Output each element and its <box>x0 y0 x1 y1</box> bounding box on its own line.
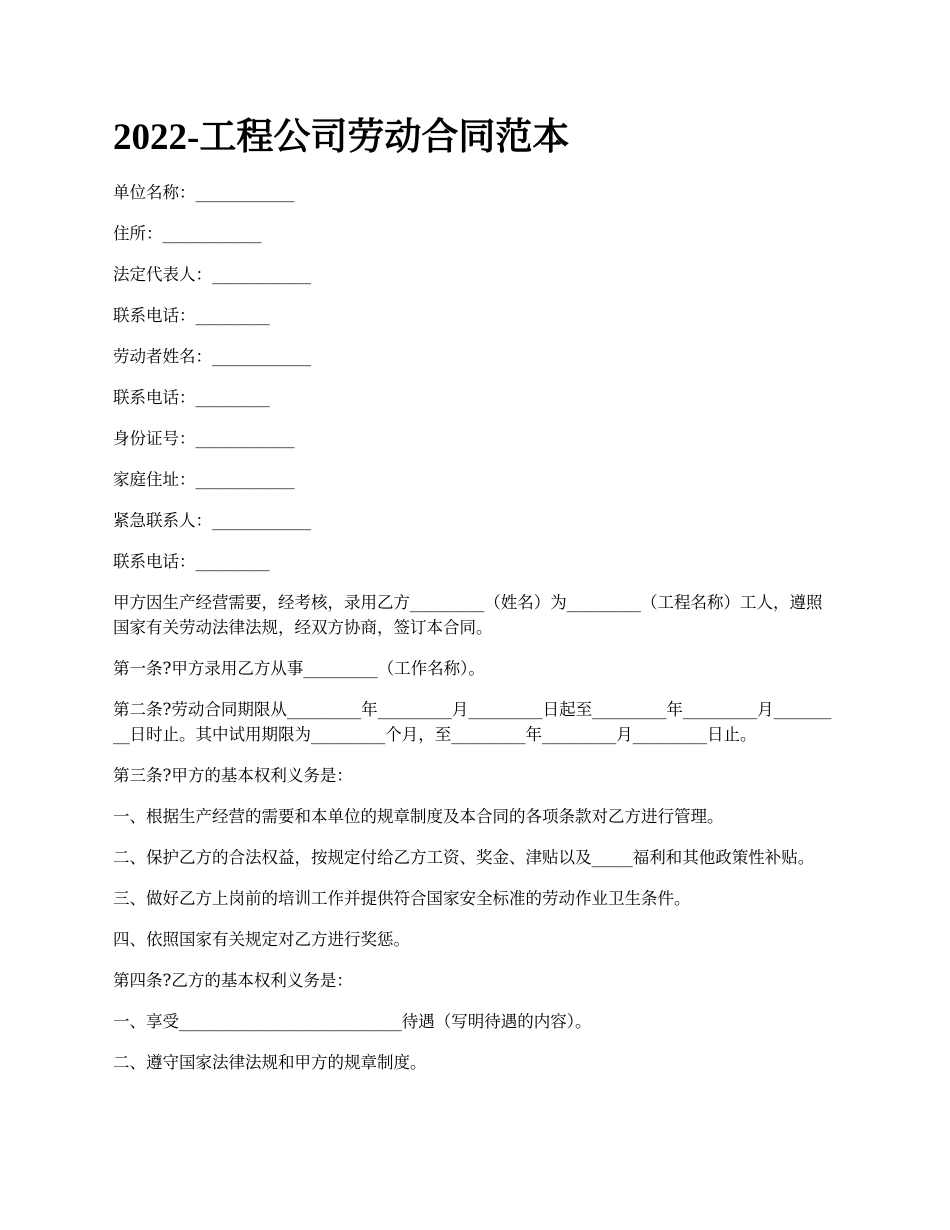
employer-phone-field: 联系电话：_________ <box>113 306 270 325</box>
home-address-field: 家庭住址：____________ <box>113 470 295 489</box>
unit-name-field: 单位名称：____________ <box>113 183 295 202</box>
article-2: 第二条?劳动合同期限从_________年_________月_________日起至_________年_________月_________日时止。其中试用期限为_________个月，至_________年_________月_________日止。 <box>113 700 832 744</box>
document-page <box>113 112 838 1091</box>
article-3-item-4: 四、依照国家有关规定对乙方进行奖惩。 <box>113 930 410 949</box>
article-4-heading: 第四条?乙方的基本权利义务是： <box>113 971 353 990</box>
article-1: 第一条?甲方录用乙方从事_________（工作名称）。 <box>113 659 485 678</box>
article-3-item-2: 二、保护乙方的合法权益，按规定付给乙方工资、奖金、津贴以及_____福利和其他政策性补贴。 <box>113 848 815 867</box>
worker-name-field: 劳动者姓名：____________ <box>113 347 311 366</box>
article-3-heading: 第三条?甲方的基本权利义务是： <box>113 766 353 785</box>
article-4-item-2: 二、遵守国家法律法规和甲方的规章制度。 <box>113 1053 427 1072</box>
address-field: 住所：____________ <box>113 224 262 243</box>
article-3-item-1: 一、根据生产经营的需要和本单位的规章制度及本合同的各项条款对乙方进行管理。 <box>113 807 724 826</box>
id-number-field: 身份证号：____________ <box>113 429 295 448</box>
document-title: 2022-工程公司劳动合同范本 <box>113 117 570 158</box>
article-4-item-1: 一、享受___________________________待遇（写明待遇的内容）。 <box>113 1012 592 1031</box>
intro-paragraph: 甲方因生产经营需要，经考核，录用乙方_________（姓名）为_________（工程名称）工人，遵照国家有关劳动法律法规，经双方协商，签订本合同。 <box>113 593 823 637</box>
emergency-contact-field: 紧急联系人：____________ <box>113 511 311 530</box>
worker-phone-field: 联系电话：_________ <box>113 388 270 407</box>
article-3-item-3: 三、做好乙方上岗前的培训工作并提供符合国家安全标准的劳动作业卫生条件。 <box>113 889 691 908</box>
legal-representative-field: 法定代表人：____________ <box>113 265 311 284</box>
emergency-phone-field: 联系电话：_________ <box>113 552 270 571</box>
